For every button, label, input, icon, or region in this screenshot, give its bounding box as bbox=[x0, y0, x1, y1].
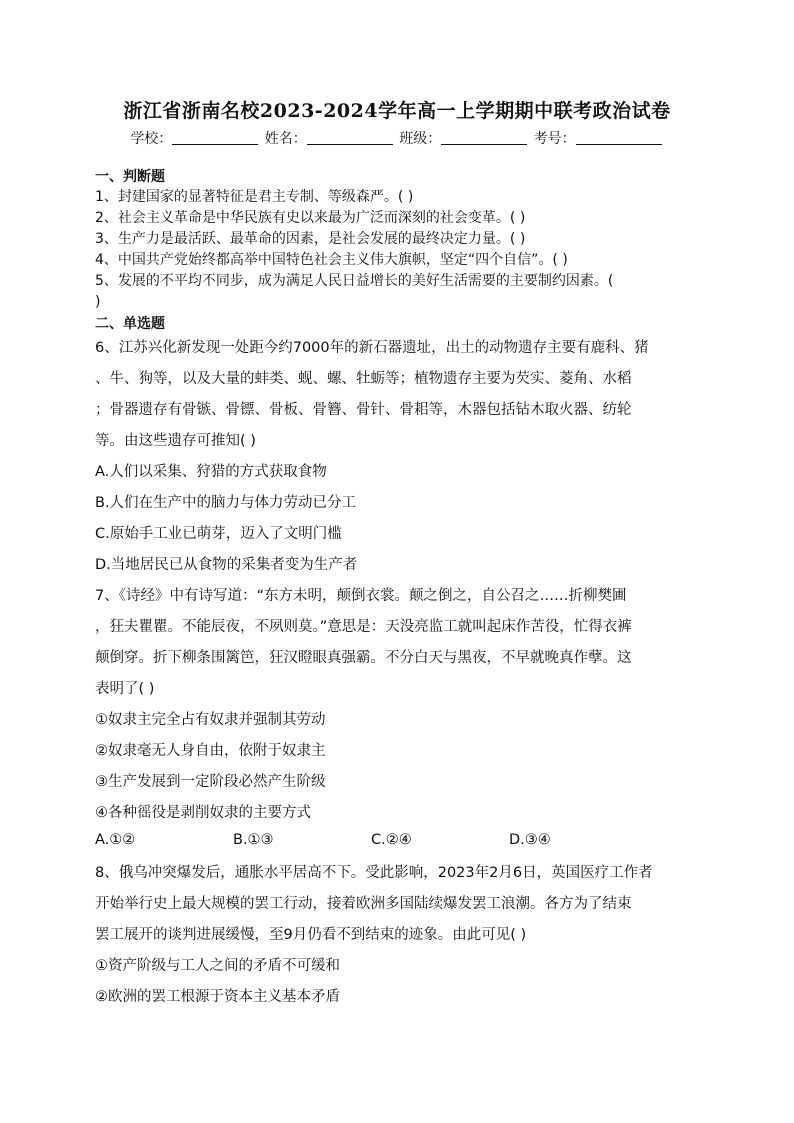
question-6-option-c[interactable]: C.原始手工业已萌芽，迈入了文明门槛 bbox=[95, 526, 342, 542]
question-8-line: 8、俄乌冲突爆发后，通胀水平居高不下。受此影响，2023年2月6日，英国医疗工作者 bbox=[95, 865, 653, 881]
question-7-choice-d[interactable]: D.③④ bbox=[509, 832, 551, 848]
school-label: 学校： bbox=[130, 131, 173, 147]
section-heading-single-choice: 二、单选题 bbox=[95, 316, 165, 332]
judgment-item-continued: ) bbox=[95, 294, 101, 310]
exam-no-blank[interactable] bbox=[576, 130, 662, 145]
name-blank[interactable] bbox=[307, 130, 393, 145]
question-7-statement: ③生产发展到一定阶段必然产生阶级 bbox=[95, 774, 326, 790]
question-8-line: 罢工展开的谈判进展缓慢，至9月仍看不到结束的迹象。由此可见( ) bbox=[95, 927, 527, 943]
question-6-option-d[interactable]: D.当地居民已从食物的采集者变为生产者 bbox=[95, 557, 358, 573]
question-8-statement: ②欧洲的罢工根源于资本主义基本矛盾 bbox=[95, 989, 340, 1005]
question-6-line: 6、江苏兴化新发现一处距今约7000年的新石器遗址，出土的动物遗存主要有鹿科、猪 bbox=[95, 340, 649, 356]
question-8-line: 开始举行史上最大规模的罢工行动，接着欧洲多国陆续爆发罢工浪潮。各方为了结束 bbox=[95, 896, 632, 912]
question-7-line: ，狂夫瞿瞿。不能辰夜，不夙则莫。”意思是：天没亮监工就叫起床作苦役，忙得衣裤 bbox=[95, 619, 632, 635]
class-label: 班级： bbox=[399, 131, 442, 147]
question-7-statement: ④各种徭役是剥削奴隶的主要方式 bbox=[95, 805, 311, 821]
exam-no-label: 考号： bbox=[533, 131, 576, 147]
question-7-line: 颠倒穿。折下柳条围篱笆，狂汉瞪眼真强霸。不分白天与黑夜，不早就晚真作孽。这 bbox=[95, 650, 632, 666]
question-6-option-a[interactable]: A.人们以采集、狩猎的方式获取食物 bbox=[95, 464, 327, 480]
section-heading-judgment: 一、判断题 bbox=[95, 169, 165, 185]
class-blank[interactable] bbox=[441, 130, 527, 145]
question-7-statement: ②奴隶毫无人身自由，依附于奴隶主 bbox=[95, 743, 326, 759]
question-8-statement: ①资产阶级与工人之间的矛盾不可缓和 bbox=[95, 958, 340, 974]
student-info-row bbox=[0, 128, 794, 148]
question-7-line: 7、《诗经》中有诗写道：“东方未明，颠倒衣裳。颠之倒之，自公召之……折柳樊圃 bbox=[95, 588, 627, 604]
judgment-item: 1、封建国家的显著特征是君主专制、等级森严。( ) bbox=[95, 189, 414, 205]
question-7-line: 表明了( ) bbox=[95, 681, 155, 697]
page-title: 浙江省浙南名校2023-2024学年高一上学期期中联考政治试卷 bbox=[123, 100, 671, 122]
question-6-line: ；骨器遗存有骨镞、骨镖、骨板、骨簪、骨针、骨耜等，木器包括钻木取火器、纺轮 bbox=[95, 402, 632, 418]
judgment-item: 4、中国共产党始终都高举中国特色社会主义伟大旗帜，坚定“四个自信”。( ) bbox=[95, 252, 568, 268]
question-7-choice-c[interactable]: C.②④ bbox=[371, 832, 412, 848]
question-7-choice-b[interactable]: B.①③ bbox=[233, 832, 274, 848]
school-blank[interactable] bbox=[172, 130, 258, 145]
name-label: 姓名： bbox=[264, 131, 307, 147]
judgment-item: 2、社会主义革命是中华民族有史以来最为广泛而深刻的社会变革。( ) bbox=[95, 210, 526, 226]
question-7-choice-a[interactable]: A.①② bbox=[95, 832, 136, 848]
judgment-item: 5、发展的不平均不同步，成为满足人民日益增长的美好生活需要的主要制约因素。( bbox=[95, 273, 614, 289]
question-6-option-b[interactable]: B.人们在生产中的脑力与体力劳动已分工 bbox=[95, 495, 357, 511]
question-7-statement: ①奴隶主完全占有奴隶并强制其劳动 bbox=[95, 712, 326, 728]
question-6-line: 等。由这些遗存可推知( ) bbox=[95, 433, 256, 449]
judgment-item: 3、生产力是最活跃、最革命的因素，是社会发展的最终决定力量。( ) bbox=[95, 231, 526, 247]
question-6-line: 、牛、狗等，以及大量的蚌类、蚬、螺、牡蛎等；植物遗存主要为芡实、菱角、水稻 bbox=[95, 371, 632, 387]
